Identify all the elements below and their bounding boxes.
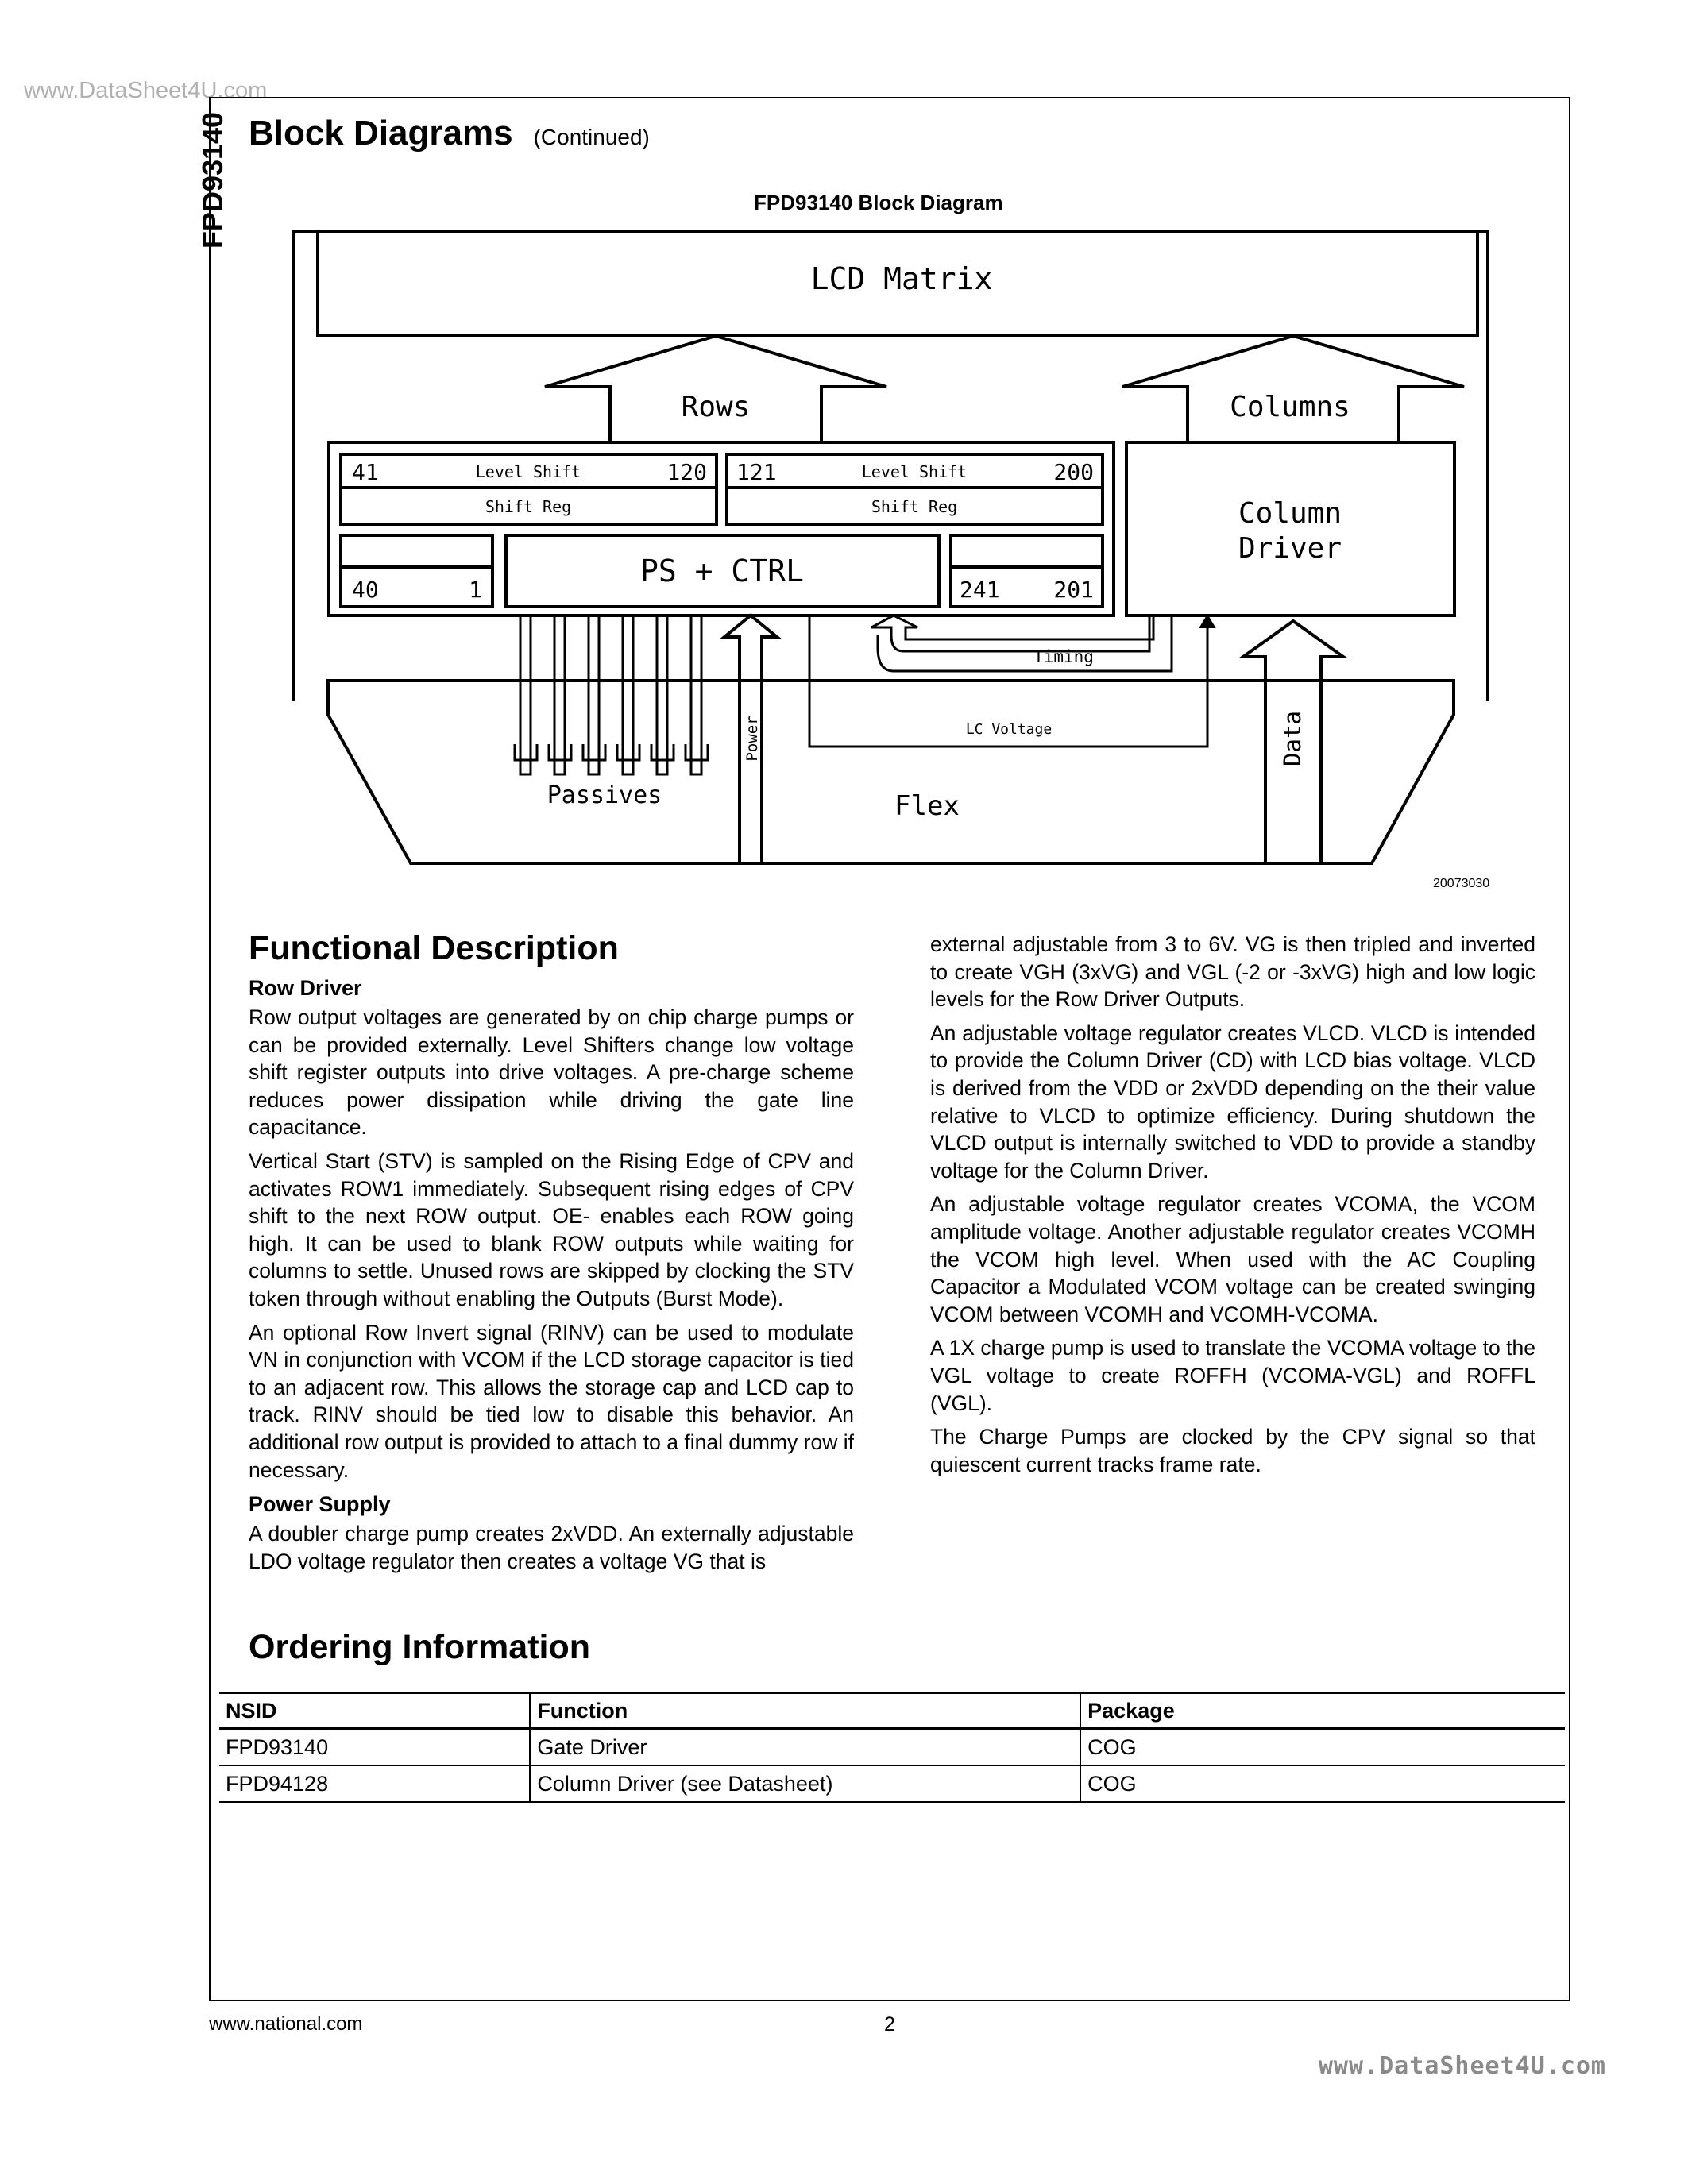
- ps-ctrl-label: PS + CTRL: [640, 554, 804, 588]
- page-number: 2: [884, 2013, 895, 2035]
- watermark-bottom: www.DataSheet4U.com: [1318, 2052, 1606, 2080]
- svg-text:201: 201: [1053, 577, 1094, 603]
- svg-text:241: 241: [960, 577, 1000, 603]
- lcd-matrix-label: LCD Matrix: [810, 261, 993, 296]
- header-package: Package: [1080, 1693, 1565, 1729]
- watermark-top: www.DataSheet4U.com: [24, 78, 268, 103]
- table-row: [219, 1729, 1565, 1766]
- svg-text:120: 120: [666, 459, 707, 485]
- svg-text:Level Shift: Level Shift: [861, 462, 968, 481]
- cell-nsid: FPD93140: [219, 1729, 530, 1766]
- flex-label: Flex: [894, 790, 960, 822]
- svg-text:40: 40: [352, 577, 379, 603]
- functional-description-title: Functional Description: [249, 929, 619, 967]
- columns-label: Columns: [1230, 391, 1350, 423]
- svg-text:Driver: Driver: [1238, 532, 1342, 565]
- paragraph: An adjustable voltage regulator creates VLCD. VLCD is intended to provide the Column Driver (CD) with LCD bias voltage. VLCD is derived from the VDD or 2xVDD depending on the their value relative to VLCD to optimize efficiency. During shutdown the VLCD output is internally switched to VDD to provide a standby voltage for the Column Driver.: [930, 1021, 1535, 1183]
- cell-package: COG: [1080, 1765, 1565, 1802]
- data-label: Data: [1279, 711, 1306, 766]
- figure-code: 20073030: [1433, 877, 1490, 890]
- right-column: [930, 931, 1535, 1484]
- svg-text:200: 200: [1053, 459, 1094, 485]
- lc-voltage-label: LC Voltage: [965, 721, 1053, 738]
- header-function: Function: [530, 1693, 1080, 1729]
- rows-arrow: [545, 336, 886, 442]
- table-header-row: [219, 1693, 1565, 1729]
- section-title: Block Diagrams: [249, 114, 513, 152]
- continued-label: (Continued): [533, 125, 650, 149]
- paragraph: Row output voltages are generated by on chip charge pumps or can be provided externally. Level Shifters change low voltage shift register outputs into drive voltages. A pre-charge scheme reduces power dissipation while driving the gate line capacitance.: [249, 1005, 854, 1140]
- paragraph: The Charge Pumps are clocked by the CPV signal so that quiescent current tracks frame rate.: [930, 1425, 1535, 1476]
- svg-text:Shift Reg: Shift Reg: [871, 497, 958, 516]
- paragraph: A 1X charge pump is used to translate the VCOMA voltage to the VGL voltage to create ROFFH (VCOMA-VGL) and ROFFL (VGL).: [930, 1336, 1535, 1415]
- svg-text:Shift Reg: Shift Reg: [485, 497, 572, 516]
- cell-package: COG: [1080, 1729, 1565, 1766]
- lc-arrowhead: [1200, 615, 1215, 627]
- columns-arrow: [1122, 336, 1464, 442]
- footer-website-link[interactable]: www.national.com: [209, 2013, 363, 2035]
- cell-nsid: FPD94128: [219, 1765, 530, 1802]
- timing-label: Timing: [1033, 647, 1094, 666]
- svg-text:41: 41: [352, 459, 379, 485]
- paragraph: external adjustable from 3 to 6V. VG is then tripled and inverted to create VGH (3xVG) and VGL (-2 or -3xVG) high and low logic levels for the Row Driver Outputs.: [930, 932, 1535, 1012]
- row-driver-heading: Row Driver: [249, 976, 362, 1000]
- svg-text:121: 121: [736, 459, 777, 485]
- cell-function: Column Driver (see Datasheet): [530, 1765, 1080, 1802]
- ordering-table: [219, 1692, 1565, 1803]
- paragraph: A doubler charge pump creates 2xVDD. An externally adjustable LDO voltage regulator then creates a voltage VG that is: [249, 1522, 854, 1573]
- power-supply-heading: Power Supply: [249, 1492, 391, 1517]
- column-driver-label: Column: [1238, 497, 1342, 530]
- table-row: [219, 1765, 1565, 1802]
- svg-text:1: 1: [469, 577, 482, 603]
- cell-function: Gate Driver: [530, 1729, 1080, 1766]
- ordering-information-title: Ordering Information: [249, 1628, 590, 1666]
- passives-label: Passives: [547, 781, 662, 809]
- block-diagram: [0, 0, 1688, 913]
- side-part-number: FPD93140: [196, 111, 229, 249]
- passive-lines: [515, 615, 708, 774]
- paragraph: An adjustable voltage regulator creates VCOMA, the VCOM amplitude voltage. Another adjustable regulator creates VCOMH the VCOM high level. When used with the AC Coupling Capacitor a Modulated VCOM voltage can be created swinging VCOM between VCOMH and VCOMH-VCOMA.: [930, 1192, 1535, 1326]
- rows-label: Rows: [681, 391, 751, 423]
- left-column: [249, 926, 854, 1581]
- paragraph: An optional Row Invert signal (RINV) can be used to modulate VN in conjunction with VCOM if the LCD storage capacitor is tied to an adjacent row. This allows the storage cap and LCD cap to track. RINV should be tied low to disable this behavior. An additional row output is provided to attach to a final dummy row if necessary.: [249, 1320, 854, 1482]
- flex-outline: [328, 681, 1454, 863]
- svg-text:Level Shift: Level Shift: [475, 462, 581, 481]
- paragraph: Vertical Start (STV) is sampled on the Rising Edge of CPV and activates ROW1 immediately. Subsequent rising edges of CPV shift to the next ROW output. OE- enables each ROW going high. It can be used to blank ROW outputs while waiting for columns to settle. Unused rows are skipped by clocking the STV token through without enabling the Outputs (Burst Mode).: [249, 1148, 854, 1310]
- power-label: Power: [744, 716, 761, 762]
- timing-arrow: [871, 615, 1153, 651]
- header-nsid: NSID: [219, 1693, 530, 1729]
